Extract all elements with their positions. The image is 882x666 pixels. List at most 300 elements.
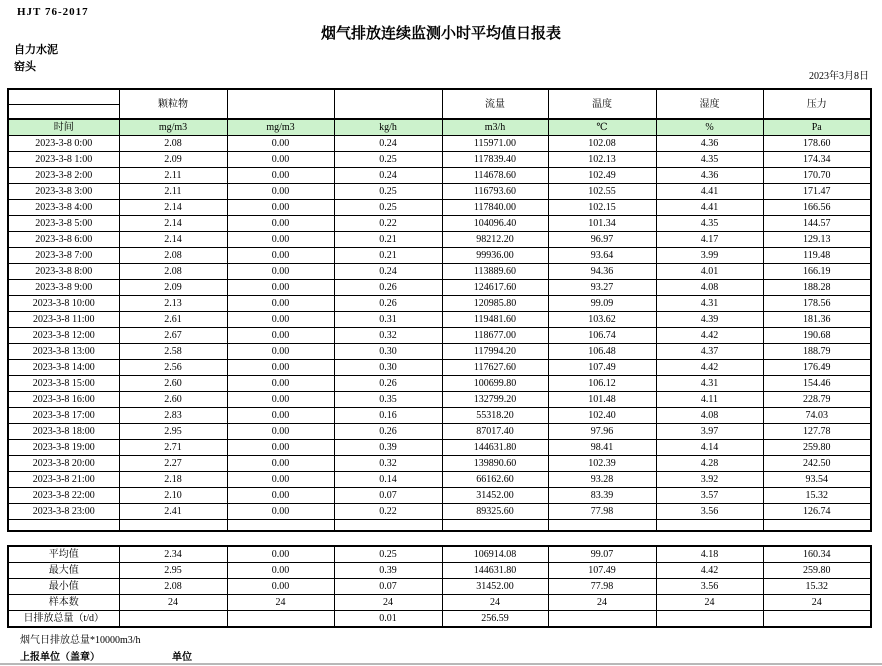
summary-value-cell: [763, 611, 871, 628]
empty-cell: [548, 520, 656, 531]
time-cell: 2023-3-8 13:00: [8, 344, 119, 360]
value-cell: 119.48: [763, 248, 871, 264]
summary-value-cell: 24: [334, 595, 442, 611]
value-cell: 4.41: [656, 200, 763, 216]
time-cell: 2023-3-8 8:00: [8, 264, 119, 280]
value-cell: 4.36: [656, 136, 763, 152]
value-cell: 2.61: [119, 312, 227, 328]
time-header-blank-top: [8, 89, 119, 104]
value-cell: 106.74: [548, 328, 656, 344]
table-row: [8, 456, 871, 472]
summary-value-cell: [227, 611, 334, 628]
value-cell: 102.13: [548, 152, 656, 168]
value-cell: 117840.00: [442, 200, 548, 216]
value-cell: 0.32: [334, 456, 442, 472]
empty-cell: [656, 520, 763, 531]
value-cell: 55318.20: [442, 408, 548, 424]
value-cell: 190.68: [763, 328, 871, 344]
summary-value-cell: 4.42: [656, 563, 763, 579]
col-header-pressure: 压力: [763, 89, 871, 119]
table-row: [8, 232, 871, 248]
value-cell: 188.79: [763, 344, 871, 360]
value-cell: 3.97: [656, 424, 763, 440]
time-cell: 2023-3-8 9:00: [8, 280, 119, 296]
value-cell: 66162.60: [442, 472, 548, 488]
summary-value-cell: 24: [442, 595, 548, 611]
summary-row: [8, 595, 871, 611]
value-cell: 0.32: [334, 328, 442, 344]
table-row: [8, 296, 871, 312]
value-cell: 87017.40: [442, 424, 548, 440]
col-header-blank-2: [334, 89, 442, 119]
value-cell: 4.35: [656, 152, 763, 168]
value-cell: 31452.00: [442, 488, 548, 504]
time-cell: 2023-3-8 15:00: [8, 376, 119, 392]
value-cell: 2.60: [119, 376, 227, 392]
summary-value-cell: 0.25: [334, 546, 442, 563]
value-cell: 4.14: [656, 440, 763, 456]
summary-value-cell: 4.18: [656, 546, 763, 563]
value-cell: 113889.60: [442, 264, 548, 280]
value-cell: 0.00: [227, 312, 334, 328]
summary-value-cell: 259.80: [763, 563, 871, 579]
time-cell: 2023-3-8 2:00: [8, 168, 119, 184]
value-cell: 93.54: [763, 472, 871, 488]
value-cell: 118677.00: [442, 328, 548, 344]
report-date: 2023年3月8日: [809, 71, 869, 82]
time-cell: 2023-3-8 16:00: [8, 392, 119, 408]
value-cell: 129.13: [763, 232, 871, 248]
summary-label: 平均值: [8, 546, 119, 563]
table-row: [8, 424, 871, 440]
value-cell: 0.00: [227, 440, 334, 456]
table-row: [8, 392, 871, 408]
summary-value-cell: 24: [227, 595, 334, 611]
value-cell: 120985.80: [442, 296, 548, 312]
summary-value-cell: 0.00: [227, 546, 334, 563]
value-cell: 2.67: [119, 328, 227, 344]
value-cell: 98.41: [548, 440, 656, 456]
empty-cell: [119, 520, 227, 531]
time-cell: 2023-3-8 3:00: [8, 184, 119, 200]
summary-value-cell: 24: [763, 595, 871, 611]
hourly-data-table: [7, 88, 872, 532]
summary-row: [8, 546, 871, 563]
unit-header-time: 时间: [8, 119, 119, 136]
summary-row: [8, 579, 871, 595]
table-row: [8, 360, 871, 376]
value-cell: 115971.00: [442, 136, 548, 152]
summary-label: 样本数: [8, 595, 119, 611]
value-cell: 106.12: [548, 376, 656, 392]
summary-value-cell: 3.56: [656, 579, 763, 595]
summary-table: [7, 545, 872, 628]
summary-value-cell: 0.07: [334, 579, 442, 595]
value-cell: 102.39: [548, 456, 656, 472]
time-cell: 2023-3-8 17:00: [8, 408, 119, 424]
value-cell: 0.00: [227, 360, 334, 376]
summary-value-cell: 77.98: [548, 579, 656, 595]
empty-cell: [227, 520, 334, 531]
table-row: [8, 280, 871, 296]
unit-header-pa: Pa: [763, 119, 871, 136]
time-cell: 2023-3-8 22:00: [8, 488, 119, 504]
unit-label: 单位: [172, 652, 192, 663]
value-cell: 0.00: [227, 376, 334, 392]
value-cell: 2.11: [119, 168, 227, 184]
value-cell: 0.00: [227, 136, 334, 152]
table-row: [8, 184, 871, 200]
summary-row: [8, 611, 871, 628]
value-cell: 83.39: [548, 488, 656, 504]
value-cell: 0.00: [227, 152, 334, 168]
value-cell: 117839.40: [442, 152, 548, 168]
value-cell: 0.30: [334, 344, 442, 360]
value-cell: 4.42: [656, 360, 763, 376]
value-cell: 101.48: [548, 392, 656, 408]
time-cell: 2023-3-8 7:00: [8, 248, 119, 264]
value-cell: 0.24: [334, 136, 442, 152]
value-cell: 0.22: [334, 504, 442, 520]
value-cell: 166.56: [763, 200, 871, 216]
summary-value-cell: 99.07: [548, 546, 656, 563]
summary-value-cell: [656, 611, 763, 628]
value-cell: 107.49: [548, 360, 656, 376]
summary-value-cell: 2.08: [119, 579, 227, 595]
value-cell: 74.03: [763, 408, 871, 424]
table-row: [8, 472, 871, 488]
value-cell: 2.95: [119, 424, 227, 440]
summary-value-cell: 106914.08: [442, 546, 548, 563]
time-cell: 2023-3-8 6:00: [8, 232, 119, 248]
value-cell: 0.25: [334, 152, 442, 168]
summary-value-cell: 0.00: [227, 563, 334, 579]
summary-value-cell: 107.49: [548, 563, 656, 579]
summary-value-cell: 24: [656, 595, 763, 611]
time-cell: 2023-3-8 23:00: [8, 504, 119, 520]
value-cell: 0.00: [227, 344, 334, 360]
value-cell: 139890.60: [442, 456, 548, 472]
summary-value-cell: 2.95: [119, 563, 227, 579]
value-cell: 144631.80: [442, 440, 548, 456]
time-cell: 2023-3-8 19:00: [8, 440, 119, 456]
value-cell: 0.00: [227, 408, 334, 424]
value-cell: 93.27: [548, 280, 656, 296]
time-cell: 2023-3-8 4:00: [8, 200, 119, 216]
table-row: [8, 216, 871, 232]
summary-label: 最小值: [8, 579, 119, 595]
value-cell: 117994.20: [442, 344, 548, 360]
value-cell: 4.11: [656, 392, 763, 408]
summary-value-cell: 31452.00: [442, 579, 548, 595]
value-cell: 0.00: [227, 200, 334, 216]
value-cell: 0.14: [334, 472, 442, 488]
table-row: [8, 200, 871, 216]
col-header-particulate: 颗粒物: [119, 89, 227, 119]
value-cell: 99936.00: [442, 248, 548, 264]
value-cell: 178.60: [763, 136, 871, 152]
value-cell: 0.24: [334, 264, 442, 280]
value-cell: 124617.60: [442, 280, 548, 296]
value-cell: 2.71: [119, 440, 227, 456]
table-row: [8, 248, 871, 264]
table-row: [8, 408, 871, 424]
value-cell: 99.09: [548, 296, 656, 312]
value-cell: 4.01: [656, 264, 763, 280]
value-cell: 4.36: [656, 168, 763, 184]
value-cell: 0.21: [334, 232, 442, 248]
value-cell: 166.19: [763, 264, 871, 280]
value-cell: 2.08: [119, 248, 227, 264]
value-cell: 0.26: [334, 376, 442, 392]
value-cell: 97.96: [548, 424, 656, 440]
time-header-blank-bottom: [8, 104, 119, 119]
summary-value-cell: 256.59: [442, 611, 548, 628]
value-cell: 0.00: [227, 216, 334, 232]
summary-value-cell: 144631.80: [442, 563, 548, 579]
value-cell: 127.78: [763, 424, 871, 440]
value-cell: 132799.20: [442, 392, 548, 408]
table-row: [8, 488, 871, 504]
value-cell: 0.26: [334, 424, 442, 440]
page-title: 烟气排放连续监测小时平均值日报表: [320, 26, 561, 42]
value-cell: 0.00: [227, 296, 334, 312]
summary-label: 日排放总量（t/d）: [8, 611, 119, 628]
summary-value-cell: 15.32: [763, 579, 871, 595]
value-cell: 117627.60: [442, 360, 548, 376]
value-cell: 2.14: [119, 200, 227, 216]
empty-cell: [763, 520, 871, 531]
value-cell: 4.31: [656, 376, 763, 392]
summary-value-cell: [548, 611, 656, 628]
value-cell: 171.47: [763, 184, 871, 200]
summary-label: 最大值: [8, 563, 119, 579]
value-cell: 102.40: [548, 408, 656, 424]
value-cell: 0.35: [334, 392, 442, 408]
unit-header-row: [8, 119, 871, 136]
time-cell: 2023-3-8 21:00: [8, 472, 119, 488]
value-cell: 103.62: [548, 312, 656, 328]
flow-total-note: 烟气日排放总量*10000m3/h: [20, 635, 141, 646]
col-header-flow: 流量: [442, 89, 548, 119]
value-cell: 93.64: [548, 248, 656, 264]
value-cell: 242.50: [763, 456, 871, 472]
value-cell: 181.36: [763, 312, 871, 328]
table-row: [8, 376, 871, 392]
value-cell: 2.56: [119, 360, 227, 376]
value-cell: 4.35: [656, 216, 763, 232]
table-row: [8, 264, 871, 280]
value-cell: 3.92: [656, 472, 763, 488]
col-header-temperature: 温度: [548, 89, 656, 119]
value-cell: 0.00: [227, 232, 334, 248]
value-cell: 0.24: [334, 168, 442, 184]
value-cell: 0.00: [227, 488, 334, 504]
time-cell: 2023-3-8 5:00: [8, 216, 119, 232]
time-cell: 2023-3-8 10:00: [8, 296, 119, 312]
value-cell: 101.34: [548, 216, 656, 232]
time-cell: 2023-3-8 0:00: [8, 136, 119, 152]
summary-value-cell: 0.39: [334, 563, 442, 579]
value-cell: 154.46: [763, 376, 871, 392]
value-cell: 119481.60: [442, 312, 548, 328]
value-cell: 228.79: [763, 392, 871, 408]
empty-cell: [334, 520, 442, 531]
value-cell: 0.00: [227, 248, 334, 264]
summary-value-cell: 160.34: [763, 546, 871, 563]
value-cell: 176.49: [763, 360, 871, 376]
time-cell: 2023-3-8 20:00: [8, 456, 119, 472]
value-cell: 98212.20: [442, 232, 548, 248]
value-cell: 93.28: [548, 472, 656, 488]
table-row: [8, 328, 871, 344]
value-cell: 2.14: [119, 232, 227, 248]
value-cell: 2.83: [119, 408, 227, 424]
monitoring-point: 窑头: [14, 61, 36, 73]
empty-cell: [442, 520, 548, 531]
value-cell: 2.09: [119, 280, 227, 296]
value-cell: 0.25: [334, 184, 442, 200]
company-name: 自力水泥: [14, 44, 58, 56]
value-cell: 126.74: [763, 504, 871, 520]
group-header-row: [8, 89, 871, 104]
table-row: [8, 152, 871, 168]
value-cell: 4.17: [656, 232, 763, 248]
value-cell: 3.56: [656, 504, 763, 520]
value-cell: 0.00: [227, 264, 334, 280]
value-cell: 2.41: [119, 504, 227, 520]
value-cell: 178.56: [763, 296, 871, 312]
value-cell: 114678.60: [442, 168, 548, 184]
value-cell: 0.39: [334, 440, 442, 456]
unit-header-mgm3-1: mg/m3: [119, 119, 227, 136]
time-cell: 2023-3-8 14:00: [8, 360, 119, 376]
value-cell: 4.39: [656, 312, 763, 328]
value-cell: 0.00: [227, 424, 334, 440]
value-cell: 0.00: [227, 472, 334, 488]
summary-value-cell: 2.34: [119, 546, 227, 563]
unit-header-kgh: kg/h: [334, 119, 442, 136]
value-cell: 2.08: [119, 136, 227, 152]
value-cell: 0.00: [227, 280, 334, 296]
value-cell: 0.31: [334, 312, 442, 328]
time-cell: 2023-3-8 12:00: [8, 328, 119, 344]
value-cell: 0.22: [334, 216, 442, 232]
value-cell: 0.00: [227, 504, 334, 520]
table-row: [8, 440, 871, 456]
unit-header-celsius: ℃: [548, 119, 656, 136]
value-cell: 2.13: [119, 296, 227, 312]
value-cell: 0.21: [334, 248, 442, 264]
time-cell: 2023-3-8 18:00: [8, 424, 119, 440]
col-header-humidity: 湿度: [656, 89, 763, 119]
value-cell: 0.16: [334, 408, 442, 424]
value-cell: 4.37: [656, 344, 763, 360]
value-cell: 4.31: [656, 296, 763, 312]
value-cell: 0.00: [227, 184, 334, 200]
value-cell: 259.80: [763, 440, 871, 456]
unit-header-percent: %: [656, 119, 763, 136]
summary-row: [8, 563, 871, 579]
value-cell: 2.08: [119, 264, 227, 280]
value-cell: 4.08: [656, 408, 763, 424]
spacer-row: [8, 520, 871, 531]
value-cell: 2.11: [119, 184, 227, 200]
value-cell: 4.28: [656, 456, 763, 472]
value-cell: 77.98: [548, 504, 656, 520]
value-cell: 94.36: [548, 264, 656, 280]
value-cell: 2.10: [119, 488, 227, 504]
value-cell: 2.58: [119, 344, 227, 360]
summary-value-cell: [119, 611, 227, 628]
value-cell: 104096.40: [442, 216, 548, 232]
unit-header-mgm3-2: mg/m3: [227, 119, 334, 136]
value-cell: 0.00: [227, 392, 334, 408]
value-cell: 106.48: [548, 344, 656, 360]
summary-value-cell: 0.01: [334, 611, 442, 628]
col-header-blank-1: [227, 89, 334, 119]
value-cell: 102.08: [548, 136, 656, 152]
value-cell: 0.25: [334, 200, 442, 216]
value-cell: 0.07: [334, 488, 442, 504]
summary-value-cell: 24: [119, 595, 227, 611]
value-cell: 116793.60: [442, 184, 548, 200]
value-cell: 4.08: [656, 280, 763, 296]
empty-cell: [8, 520, 119, 531]
value-cell: 2.14: [119, 216, 227, 232]
value-cell: 2.60: [119, 392, 227, 408]
value-cell: 170.70: [763, 168, 871, 184]
value-cell: 102.15: [548, 200, 656, 216]
value-cell: 96.97: [548, 232, 656, 248]
value-cell: 3.99: [656, 248, 763, 264]
value-cell: 0.26: [334, 280, 442, 296]
value-cell: 2.09: [119, 152, 227, 168]
table-row: [8, 136, 871, 152]
report-unit-label: 上报单位（盖章）: [20, 652, 100, 663]
value-cell: 2.18: [119, 472, 227, 488]
unit-header-m3h: m3/h: [442, 119, 548, 136]
value-cell: 0.00: [227, 456, 334, 472]
value-cell: 100699.80: [442, 376, 548, 392]
value-cell: 2.27: [119, 456, 227, 472]
summary-value-cell: 0.00: [227, 579, 334, 595]
value-cell: 0.26: [334, 296, 442, 312]
value-cell: 4.42: [656, 328, 763, 344]
value-cell: 174.34: [763, 152, 871, 168]
value-cell: 4.41: [656, 184, 763, 200]
time-cell: 2023-3-8 1:00: [8, 152, 119, 168]
value-cell: 0.30: [334, 360, 442, 376]
table-row: [8, 504, 871, 520]
value-cell: 0.00: [227, 168, 334, 184]
value-cell: 102.49: [548, 168, 656, 184]
doc-code: HJT 76-2017: [17, 6, 89, 18]
summary-value-cell: 24: [548, 595, 656, 611]
value-cell: 0.00: [227, 328, 334, 344]
value-cell: 102.55: [548, 184, 656, 200]
bottom-divider: [0, 663, 882, 665]
value-cell: 3.57: [656, 488, 763, 504]
table-row: [8, 344, 871, 360]
value-cell: 15.32: [763, 488, 871, 504]
value-cell: 188.28: [763, 280, 871, 296]
time-cell: 2023-3-8 11:00: [8, 312, 119, 328]
table-row: [8, 312, 871, 328]
value-cell: 89325.60: [442, 504, 548, 520]
value-cell: 144.57: [763, 216, 871, 232]
table-row: [8, 168, 871, 184]
